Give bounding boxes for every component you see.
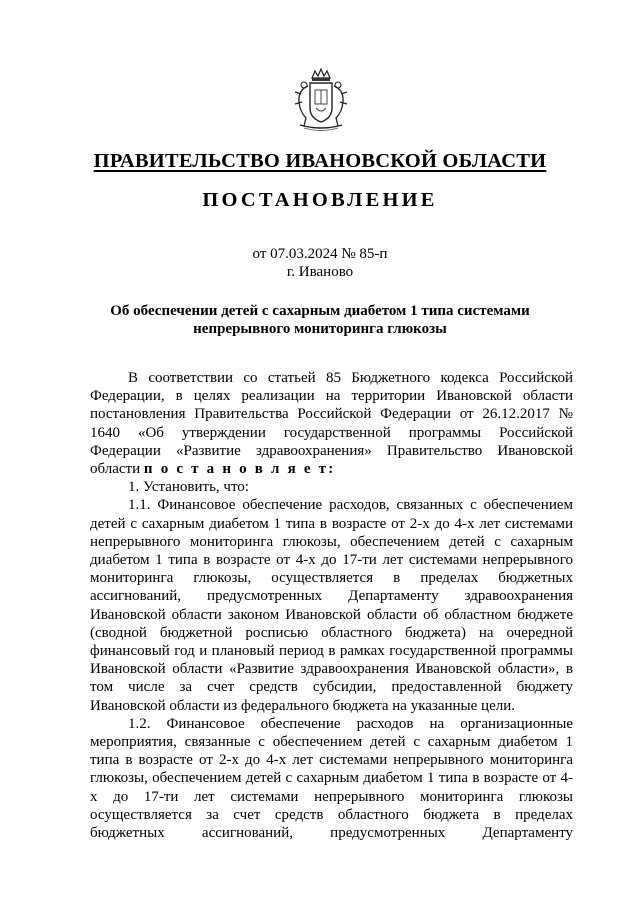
item-1-2: 1.2. Финансовое обеспечение расходов на организационные мероприятия, связанные с обеспечением детей с сахарным диабетом 1 типа в возрасте от 2-х до 4-х лет системами непрерывного мониторинга глюкозы, обеспечением детей с сахарным диабетом 1 типа в возрасте от 4-х до 17-ти лет системами непрерывного мониторинга глюкозы осуществляется за счет средств областного бюджета в пределах бюджетных ассигнований, предусмотренных Департаменту [90,715,573,842]
document-meta [0,245,640,281]
document-subject [110,302,530,338]
item-1: 1. Установить, что: [128,479,249,496]
document-type: ПОСТАНОВЛЕНИЕ [202,189,438,211]
organization-title-text: ПРАВИТЕЛЬСТВО ИВАНОВСКОЙ ОБЛАСТИ [93,150,547,172]
preamble-colon: : [328,461,336,478]
preamble-paragraph [90,369,573,478]
document-body [90,369,573,842]
resolution-keyword: п о с т а н о в л я е т [143,461,329,478]
item-1-1: 1.1. Финансовое обеспечение расходов, связанных с обеспечением детей с сахарным диабетом 1 типа в возрасте от 2-х до 4-х лет системами непрерывного мониторинга глюкозы, обеспечением детей с сахарным диабетом 1 типа в возрасте от 4-х до 17-ти лет системами непрерывного мониторинга глюкозы, осуществляется в пределах бюджетных ассигнований, предусмотренных Департаменту здравоохранения Ивановской области законом Ивановской области об областном бюджете (сводной бюджетной росписью областного бюджета) на очередной финансовый год и плановый период в рамках государственной программы Ивановской области «Развитие здравоохранения Ивановской области», в том числе за счет средств субсидии, предоставленной бюджету Ивановской области из федерального бюджета на указанные цели. [90,497,573,714]
organization-title [0,150,640,173]
preamble-text: В соответствии со статьей 85 Бюджетного кодекса Российской Федерации, в целях реализации на территории Ивановской области постановления Правительства Российской Федерации от 26.12.2017 № 1640 «Об утверждении государственной программы Российской Федерации «Развитие здравоохранения» Правительство Ивановской области [90,370,573,478]
city: г. Иваново [286,264,354,280]
subject-line-1: Об обеспечении детей с сахарным диабетом 1 типа системами [110,303,530,319]
subject-line-2: непрерывного мониторинга глюкозы [193,321,447,337]
date-number: от 07.03.2024 № 85-п [252,246,388,262]
coat-of-arms-icon [292,68,350,132]
